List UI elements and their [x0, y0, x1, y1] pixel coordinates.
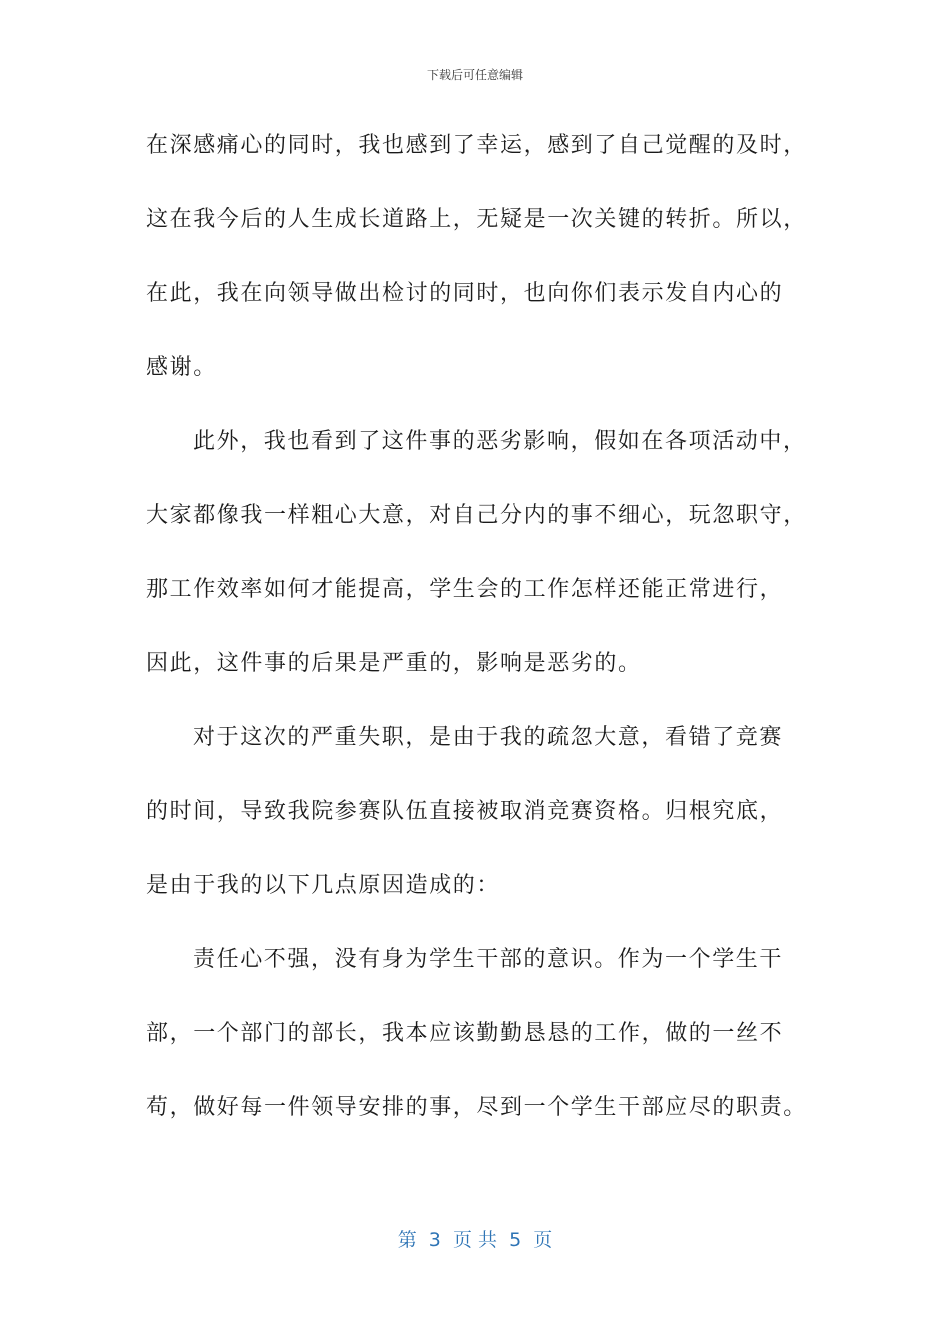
- paragraph-3-line-3: 是由于我的以下几点原因造成的：: [146, 873, 501, 898]
- paragraph-1-line-4: 感谢。: [146, 355, 217, 380]
- page-number-footer: 第 3 页 共 5 页: [397, 1229, 553, 1251]
- paragraph-3-line-1: 对于这次的严重失职，是由于我的疏忽大意，看错了竞赛: [193, 725, 784, 750]
- paragraph-4-line-1: 责任心不强，没有身为学生干部的意识。作为一个学生干: [193, 947, 784, 972]
- paragraph-1-line-3: 在此，我在向领导做出检讨的同时，也向你们表示发自内心的: [146, 281, 784, 306]
- paragraph-1-line-1: 在深感痛心的同时，我也感到了幸运，感到了自己觉醒的及时，: [146, 133, 807, 158]
- document-body: [146, 124, 816, 1160]
- paragraph-1-line-2: 这在我今后的人生成长道路上，无疑是一次关键的转折。所以，: [146, 207, 807, 232]
- paragraph-3-line-2: 的时间，导致我院参赛队伍直接被取消竞赛资格。归根究底，: [146, 799, 784, 824]
- paragraph-2-line-4: 因此，这件事的后果是严重的，影响是恶劣的。: [146, 651, 642, 676]
- paragraph-4-line-2: 部，一个部门的部长，我本应该勤勤恳恳的工作，做的一丝不: [146, 1021, 784, 1046]
- paragraph-2-line-2: 大家都像我一样粗心大意，对自己分内的事不细心，玩忽职守，: [146, 503, 807, 528]
- paragraph-4-line-3: 苟，做好每一件领导安排的事，尽到一个学生干部应尽的职责。: [146, 1095, 807, 1120]
- paragraph-2-line-3: 那工作效率如何才能提高，学生会的工作怎样还能正常进行，: [146, 577, 784, 602]
- page-header: 下载后可任意编辑: [426, 68, 523, 82]
- paragraph-2-line-1: 此外，我也看到了这件事的恶劣影响，假如在各项活动中，: [193, 429, 807, 454]
